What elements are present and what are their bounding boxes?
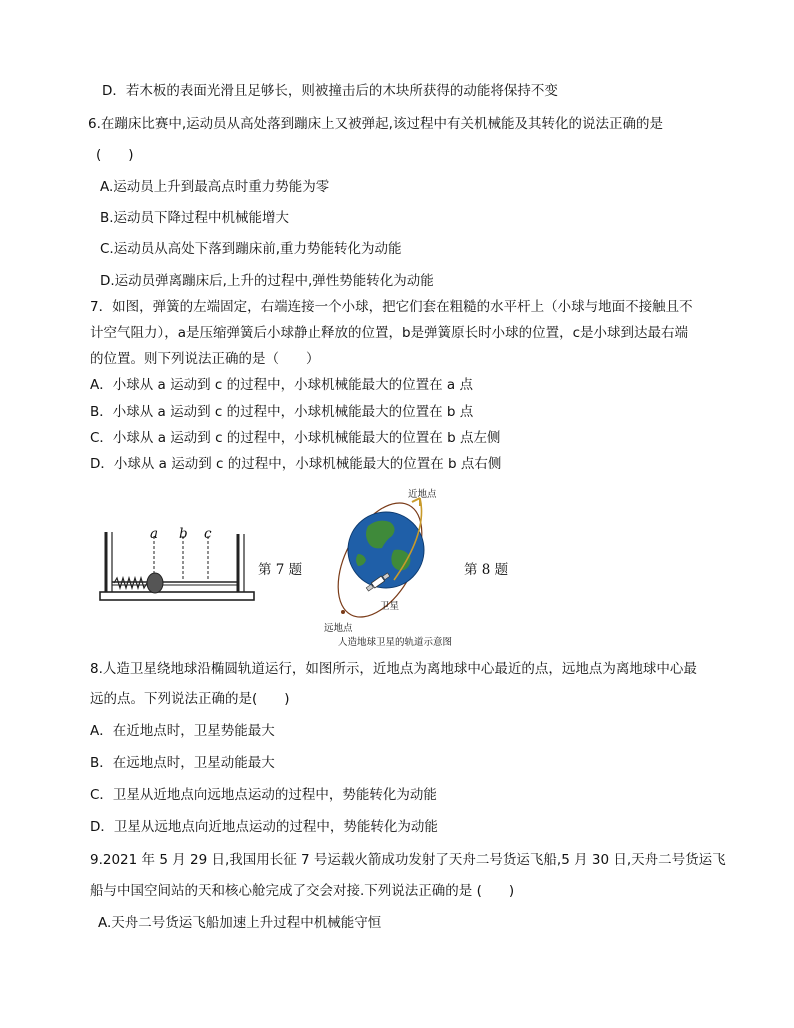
q6-stem-line-2: ( ) <box>96 147 134 163</box>
perigee-label: 近地点 <box>408 489 437 500</box>
q9-option-a: A.天舟二号货运飞船加速上升过程中机械能守恒 <box>98 915 382 931</box>
q7-figure-caption: 第 7 题 <box>258 562 303 578</box>
q7-option-c: C．小球从 a 运动到 c 的过程中，小球机械能最大的位置在 b 点左侧 <box>90 430 501 446</box>
ball <box>147 573 163 593</box>
q9-stem-line-2: 船与中国空间站的天和核心舱完成了交会对接.下列说法正确的是 ( ) <box>90 883 515 899</box>
q6-stem-line-1: 6.在蹦床比赛中,运动员从高处落到蹦床上又被弹起,该过程中有关机械能及其转化的说法正确的是 <box>88 116 663 132</box>
label-b: b <box>179 526 188 542</box>
q8-stem-line-2: 远的点。下列说法正确的是( ) <box>90 691 290 707</box>
q6-option-b: B.运动员下降过程中机械能增大 <box>100 210 290 226</box>
q8-stem-line-1: 8.人造卫星绕地球沿椭圆轨道运行，如图所示，近地点为离地球中心最近的点，远地点为离地球中心最 <box>90 661 697 677</box>
q6-option-d: D.运动员弹离蹦床后,上升的过程中,弹性势能转化为动能 <box>100 273 434 289</box>
q6-option-a: A.运动员上升到最高点时重力势能为零 <box>100 179 330 195</box>
q8-option-d: D．卫星从远地点向近地点运动的过程中，势能转化为动能 <box>90 819 438 835</box>
q8-figure-caption: 第 8 题 <box>464 562 509 578</box>
q7-option-a: A．小球从 a 运动到 c 的过程中，小球机械能最大的位置在 a 点 <box>90 377 473 393</box>
satellite-label: 卫星 <box>380 601 400 612</box>
q7-option-b: B．小球从 a 运动到 c 的过程中，小球机械能最大的位置在 b 点 <box>90 404 474 420</box>
q7-stem-line-3: 的位置。则下列说法正确的是（ ） <box>90 351 320 367</box>
q8-option-a: A．在近地点时，卫星势能最大 <box>90 723 275 739</box>
q7-option-d: D．小球从 a 运动到 c 的过程中，小球机械能最大的位置在 b 点右侧 <box>90 456 502 472</box>
q6-option-c: C.运动员从高处下落到蹦床前,重力势能转化为动能 <box>100 241 402 257</box>
spring-ball-diagram <box>98 520 258 610</box>
apogee-label: 远地点 <box>324 623 353 634</box>
q9-stem-line-1: 9.2021 年 5 月 29 日,我国用长征 7 号运载火箭成功发射了天舟二号货运飞船,5 月 30 日,天舟二号货运飞 <box>90 852 726 868</box>
label-a: a <box>150 526 159 542</box>
q7-stem-line-1: 7．如图，弹簧的左端固定，右端连接一个小球，把它们套在粗糙的水平杆上（小球与地面不接触且不 <box>90 299 693 315</box>
label-c: c <box>204 526 212 542</box>
q5-option-d: D．若木板的表面光滑且足够长，则被撞击后的木块所获得的动能将保持不变 <box>102 83 558 99</box>
q8-option-c: C．卫星从近地点向远地点运动的过程中，势能转化为动能 <box>90 787 437 803</box>
apogee-marker <box>341 610 345 614</box>
q8-option-b: B．在远地点时，卫星动能最大 <box>90 755 275 771</box>
orbit-figure-title: 人造地球卫星的轨道示意图 <box>338 637 453 648</box>
q7-stem-line-2: 计空气阻力），a是压缩弹簧后小球静止释放的位置，b是弹簧原长时小球的位置，c是小球到达最右端 <box>90 325 689 341</box>
